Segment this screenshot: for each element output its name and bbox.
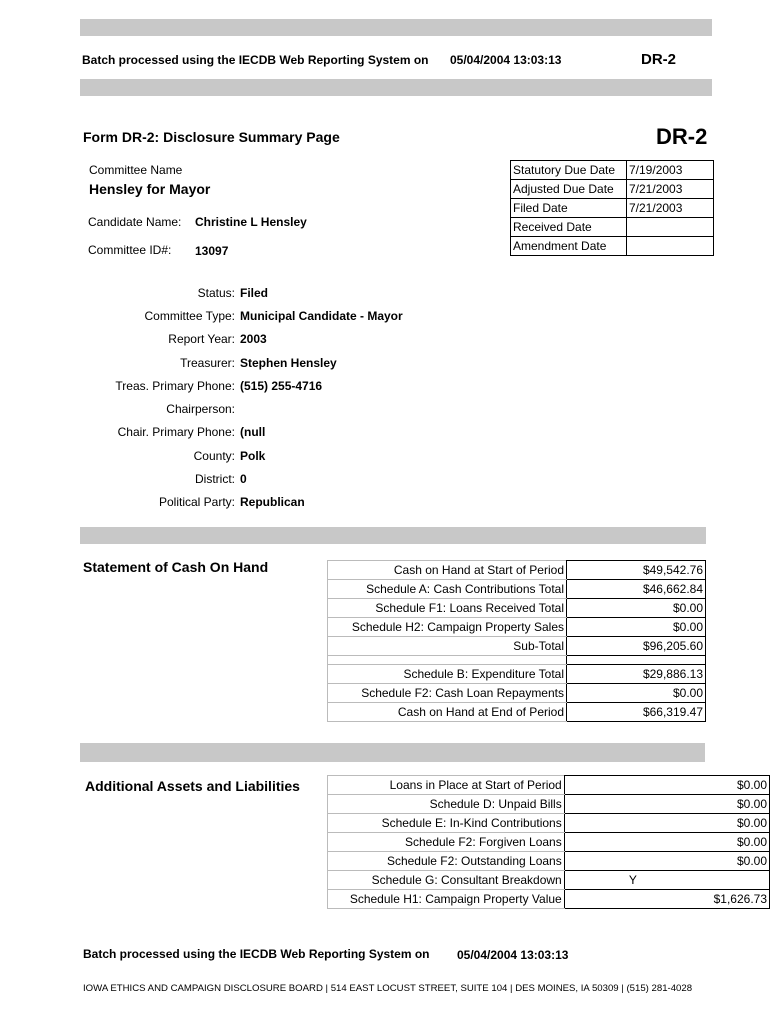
date-label: Amendment Date (511, 237, 627, 256)
info-label-treas-phone: Treas. Primary Phone: (115, 379, 235, 393)
cash-value: $66,319.47 (567, 703, 706, 722)
info-label-county: County: (193, 449, 235, 463)
asset-label: Schedule F2: Forgiven Loans (328, 833, 565, 852)
asset-value: $0.00 (564, 833, 769, 852)
asset-label: Schedule E: In-Kind Contributions (328, 814, 565, 833)
cash-label: Schedule F1: Loans Received Total (328, 599, 567, 618)
asset-label: Loans in Place at Start of Period (328, 776, 565, 795)
date-value: 7/19/2003 (627, 161, 714, 180)
committee-name-label: Committee Name (89, 163, 183, 177)
asset-row (328, 833, 770, 852)
cash-section-title: Statement of Cash On Hand (83, 559, 269, 575)
cash-label: Cash on Hand at Start of Period (328, 561, 567, 580)
info-value-county: Polk (240, 449, 266, 463)
info-label-political-party: Political Party: (158, 495, 235, 509)
info-value-treas-phone: (515) 255-4716 (240, 379, 323, 393)
cash-label: Sub-Total (328, 637, 567, 656)
candidate-name: Christine L Hensley (195, 215, 307, 229)
info-label-status: Status: (197, 286, 235, 300)
cash-row (328, 703, 706, 722)
cash-value: $0.00 (567, 599, 706, 618)
cash-value: $29,886.13 (567, 665, 706, 684)
date-label: Received Date (511, 218, 627, 237)
info-label-committee-type: Committee Type: (144, 309, 235, 323)
asset-value: $0.00 (564, 795, 769, 814)
asset-row (328, 776, 770, 795)
cash-row (328, 665, 706, 684)
assets-section-title: Additional Assets and Liabilities (85, 778, 300, 794)
cash-label: Schedule F2: Cash Loan Repayments (328, 684, 567, 703)
asset-value: $1,626.73 (564, 890, 769, 909)
info-label-chairperson: Chairperson: (166, 402, 235, 416)
date-row (511, 199, 714, 218)
asset-value: $0.00 (564, 852, 769, 871)
assets-table (327, 775, 770, 909)
info-value-chair-phone: (null (240, 425, 266, 439)
date-value: 7/21/2003 (627, 180, 714, 199)
info-value-report-year: 2003 (240, 332, 267, 346)
date-value (627, 237, 714, 256)
cash-table (327, 560, 706, 722)
committee-name: Hensley for Mayor (89, 181, 211, 197)
info-value-treasurer: Stephen Hensley (240, 356, 337, 370)
info-label-district: District: (195, 472, 235, 486)
cash-label: Schedule H2: Campaign Property Sales (328, 618, 567, 637)
cash-value: $49,542.76 (567, 561, 706, 580)
asset-label: Schedule H1: Campaign Property Value (328, 890, 565, 909)
footer-address: IOWA ETHICS AND CAMPAIGN DISCLOSURE BOARD | 514 EAST LOCUST STREET, SUITE 104 | DES MOINES, IA 50309 | (515) 281-4028 (83, 983, 693, 994)
asset-value: $0.00 (564, 776, 769, 795)
cash-value: $46,662.84 (567, 580, 706, 599)
info-label-treasurer: Treasurer: (180, 356, 235, 370)
assets-gray-bar (80, 743, 705, 762)
info-value-political-party: Republican (240, 495, 305, 509)
date-label: Statutory Due Date (511, 161, 627, 180)
dates-table (510, 160, 714, 256)
date-value (627, 218, 714, 237)
footer-batch-date: 05/04/2004 13:03:13 (457, 948, 569, 962)
info-value-committee-type: Municipal Candidate - Mayor (240, 309, 403, 323)
candidate-name-label: Candidate Name: (88, 215, 182, 229)
asset-row (328, 890, 770, 909)
cash-row (328, 561, 706, 580)
cash-row (328, 580, 706, 599)
form-title: Form DR-2: Disclosure Summary Page (83, 129, 340, 145)
header-batch-text: Batch processed using the IECDB Web Reporting System on (82, 53, 429, 67)
info-value-status: Filed (240, 286, 269, 300)
form-code-large: DR-2 (656, 124, 708, 149)
info-label-report-year: Report Year: (168, 332, 235, 346)
committee-id: 13097 (195, 244, 229, 258)
asset-label: Schedule D: Unpaid Bills (328, 795, 565, 814)
asset-row (328, 852, 770, 871)
cash-row (328, 599, 706, 618)
date-row (511, 218, 714, 237)
date-row (511, 180, 714, 199)
date-row (511, 237, 714, 256)
asset-label: Schedule F2: Outstanding Loans (328, 852, 565, 871)
cash-row (328, 637, 706, 656)
cash-label: Schedule B: Expenditure Total (328, 665, 567, 684)
cash-label: Schedule A: Cash Contributions Total (328, 580, 567, 599)
cash-spacer-row (328, 656, 706, 665)
footer-batch-text: Batch processed using the IECDB Web Reporting System on (83, 947, 430, 961)
cash-value: $0.00 (567, 618, 706, 637)
asset-label: Schedule G: Consultant Breakdown (328, 871, 565, 890)
cash-row (328, 684, 706, 703)
cash-value: $0.00 (567, 684, 706, 703)
header-batch-date: 05/04/2004 13:03:13 (450, 53, 562, 67)
cash-value: $96,205.60 (567, 637, 706, 656)
date-row (511, 161, 714, 180)
info-value-district: 0 (240, 472, 247, 486)
top-gray-bar (80, 19, 712, 36)
date-value: 7/21/2003 (627, 199, 714, 218)
asset-row (328, 795, 770, 814)
committee-id-label: Committee ID#: (88, 243, 172, 257)
asset-row (328, 871, 770, 890)
info-label-chair-phone: Chair. Primary Phone: (117, 425, 235, 439)
asset-value: Y (564, 871, 769, 890)
date-label: Adjusted Due Date (511, 180, 627, 199)
asset-value: $0.00 (564, 814, 769, 833)
header-gray-bar-2 (80, 79, 712, 96)
cash-gray-bar (80, 527, 706, 544)
date-label: Filed Date (511, 199, 627, 218)
cash-row (328, 618, 706, 637)
cash-label: Cash on Hand at End of Period (328, 703, 567, 722)
asset-row (328, 814, 770, 833)
header-form-code: DR-2 (641, 51, 677, 68)
